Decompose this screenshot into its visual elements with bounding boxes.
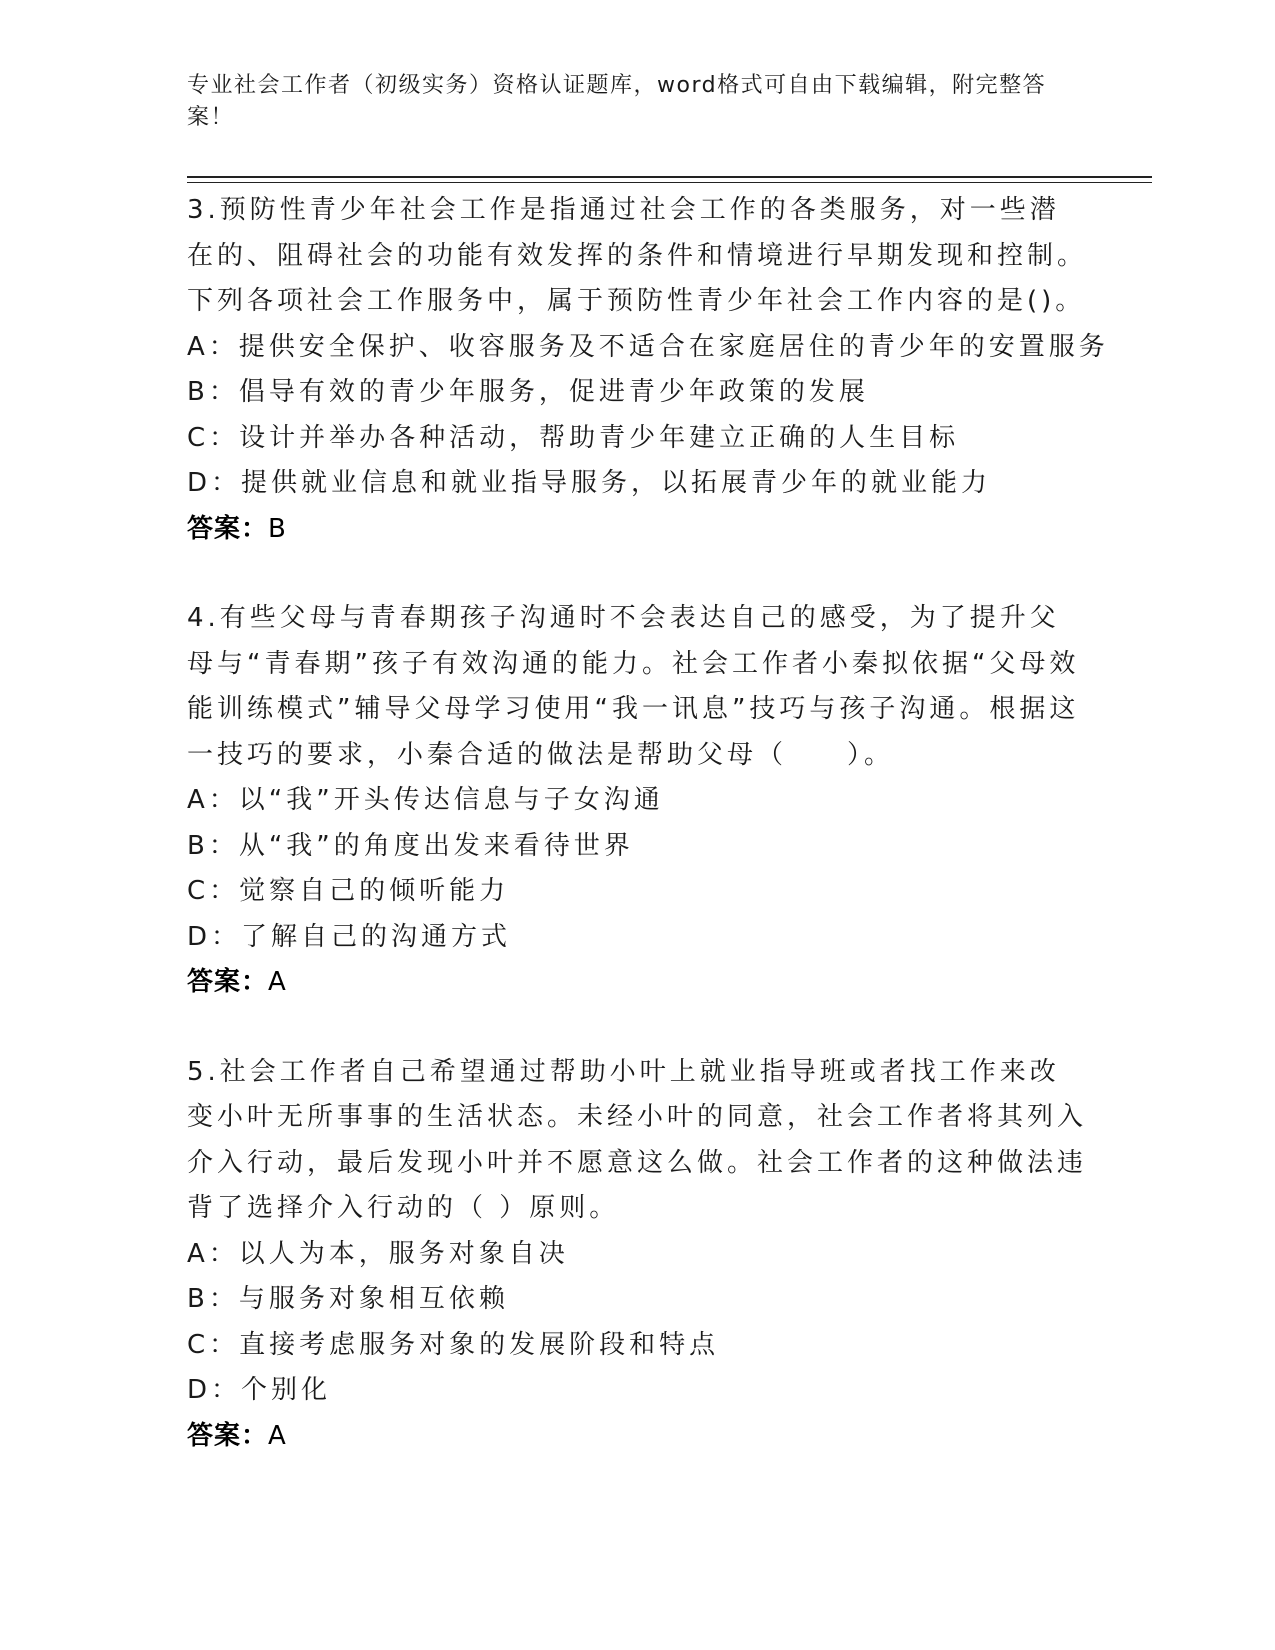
option-c: C：觉察自己的倾听能力 [187, 876, 510, 906]
option-d: D：提供就业信息和就业指导服务，以拓展青少年的就业能力 [187, 468, 992, 498]
option-b: B：与服务对象相互依赖 [187, 1284, 509, 1314]
answer-value: A [268, 1420, 287, 1451]
option-a: A：以人为本，服务对象自决 [187, 1238, 569, 1269]
question-text: 4.有些父母与青春期孩子沟通时不会表达自己的感受，为了提升父母与“青春期”孩子有效沟通的能力。社会工作者小秦拟依据“父母效能训练模式”辅导父母学习使用“我一讯息”技巧与孩子沟通。根据这一技巧的要求，小秦合适的做法是帮助父母（ ）。 [187, 603, 1080, 770]
option-d: D：个别化 [187, 1375, 332, 1405]
header-divider [187, 176, 1152, 178]
question-3 [187, 188, 1109, 552]
answer-line [187, 1414, 1087, 1460]
answer-value: B [268, 513, 287, 544]
option-c: C：直接考虑服务对象的发展阶段和特点 [187, 1329, 720, 1360]
question-list [187, 188, 1109, 1503]
answer-label: 答案： [187, 513, 269, 544]
option-b: B：倡导有效的青少年服务，促进青少年政策的发展 [187, 377, 869, 407]
question-text: 5.社会工作者自己希望通过帮助小叶上就业指导班或者找工作来改变小叶无所事事的生活状态。未经小叶的同意，社会工作者将其列入介入行动，最后发现小叶并不愿意这么做。社会工作者的这种做法违背了选择介入行动的（ ）原则。 [187, 1056, 1088, 1223]
answer-label: 答案： [187, 1420, 269, 1451]
answer-value: A [268, 967, 287, 997]
option-d: D：了解自己的沟通方式 [187, 921, 512, 952]
answer-line [187, 960, 1087, 1006]
question-5 [187, 1050, 1087, 1460]
option-a: A：以“我”开头传达信息与子女沟通 [187, 785, 664, 815]
answer-line [187, 507, 1087, 553]
answer-label: 答案： [187, 967, 269, 997]
header-divider-thin [187, 182, 1152, 183]
option-a: A：提供安全保护、收容服务及不适合在家庭居住的青少年的安置服务 [187, 331, 1109, 362]
header-title: 专业社会工作者（初级实务）资格认证题库，word格式可自由下载编辑，附完整答案！ [187, 73, 1047, 130]
option-b: B：从“我”的角度出发来看待世界 [187, 830, 634, 861]
question-text: 3.预防性青少年社会工作是指通过社会工作的各类服务，对一些潜在的、阻碍社会的功能有效发挥的条件和情境进行早期发现和控制。下列各项社会工作服务中，属于预防性青少年社会工作内容的是()。 [187, 195, 1088, 316]
document-header [187, 70, 1067, 134]
question-4 [187, 596, 1087, 1006]
option-c: C：设计并举办各种活动，帮助青少年建立正确的人生目标 [187, 422, 960, 453]
